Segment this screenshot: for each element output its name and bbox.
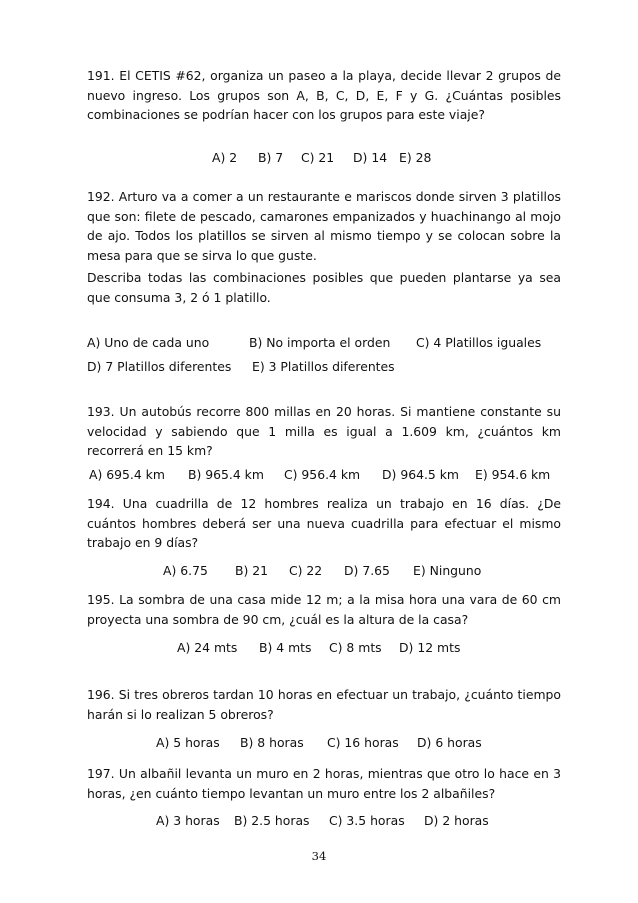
option-e: E) 28: [399, 150, 432, 165]
option-e: E) Ninguno: [413, 563, 482, 578]
problem-197-options: [156, 811, 489, 831]
option-d: D) 6 horas: [417, 735, 482, 750]
option-a: A) 5 horas: [156, 735, 220, 750]
option-a: A) 3 horas: [156, 813, 220, 828]
option-a: A) 6.75: [163, 563, 208, 578]
option-a: A) 695.4 km: [89, 467, 165, 482]
option-d: D) 14: [353, 150, 388, 165]
option-c: C) 3.5 horas: [329, 813, 405, 828]
option-b: B) 8 horas: [240, 735, 304, 750]
option-c: C) 22: [289, 563, 323, 578]
problem-194-text: 194. Una cuadrilla de 12 hombres realiza un trabajo en 16 días. ¿De cuántos hombres deberá ser una nueva cuadrilla para efectuar el mismo trabajo en 9 días?: [87, 496, 561, 550]
option-a: A) Uno de cada uno: [87, 335, 210, 350]
option-c: C) 8 mts: [329, 640, 382, 655]
option-a: A) 24 mts: [177, 640, 238, 655]
problem-194-options: [163, 561, 481, 581]
problem-196-text: 196. Si tres obreros tardan 10 horas en efectuar un trabajo, ¿cuánto tiempo harán si lo realizan 5 obreros?: [87, 687, 561, 722]
problem-193-text: 193. Un autobús recorre 800 millas en 20 horas. Si mantiene constante su velocidad y sabiendo que 1 milla es igual a 1.609 km, ¿cuántos km recorrerá en 15 km?: [87, 404, 561, 458]
problem-192-options-row-2: [87, 357, 395, 377]
problem-192-text-2: Describa todas las combinaciones posibles que pueden plantarse ya sea que consuma 3, 2 ó 1 platillo.: [87, 270, 561, 305]
option-d: D) 7 Platillos diferentes: [87, 359, 232, 374]
problem-193-options: [89, 465, 550, 485]
option-b: B) 965.4 km: [188, 467, 264, 482]
option-b: B) 4 mts: [259, 640, 312, 655]
option-c: C) 4 Platillos iguales: [416, 335, 542, 350]
page-number: 34: [311, 849, 327, 863]
option-d: D) 7.65: [344, 563, 390, 578]
problem-191-text: 191. El CETIS #62, organiza un paseo a la playa, decide llevar 2 grupos de nuevo ingreso. Los grupos son A, B, C, D, E, F y G. ¿Cuántas posibles combinaciones se podrían hacer con los grupos para este viaje?: [87, 68, 561, 122]
option-a: A) 2: [212, 150, 238, 165]
problem-195-text: 195. La sombra de una casa mide 12 m; a la misa hora una vara de 60 cm proyecta una sombra de 90 cm, ¿cuál es la altura de la casa?: [87, 592, 561, 627]
option-d: D) 964.5 km: [382, 467, 459, 482]
problem-197-text: 197. Un albañil levanta un muro en 2 horas, mientras que otro lo hace en 3 horas, ¿en cuánto tiempo levantan un muro entre los 2 albañiles?: [87, 766, 561, 801]
option-c: C) 956.4 km: [284, 467, 361, 482]
problem-191-options: [212, 148, 431, 168]
option-e: E) 3 Platillos diferentes: [252, 359, 395, 374]
option-b: B) No importa el orden: [249, 335, 391, 350]
option-b: B) 2.5 horas: [234, 813, 310, 828]
option-d: D) 12 mts: [399, 640, 461, 655]
problem-196-options: [156, 733, 482, 753]
problem-192-options-row-1: [87, 333, 541, 353]
option-c: C) 21: [301, 150, 335, 165]
option-d: D) 2 horas: [424, 813, 489, 828]
option-b: B) 21: [235, 563, 269, 578]
problem-195-options: [177, 638, 460, 658]
option-b: B) 7: [258, 150, 284, 165]
problem-192-text: 192. Arturo va a comer a un restaurante e mariscos donde sirven 3 platillos que son: filete de pescado, camarones empanizados y huachinango al mojo de ajo. Todos los platillos se sirven al mismo tiempo y se colocan sobre la mesa para que se sirva lo que guste.: [87, 189, 561, 263]
option-e: E) 954.6 km: [475, 467, 551, 482]
option-c: C) 16 horas: [327, 735, 399, 750]
